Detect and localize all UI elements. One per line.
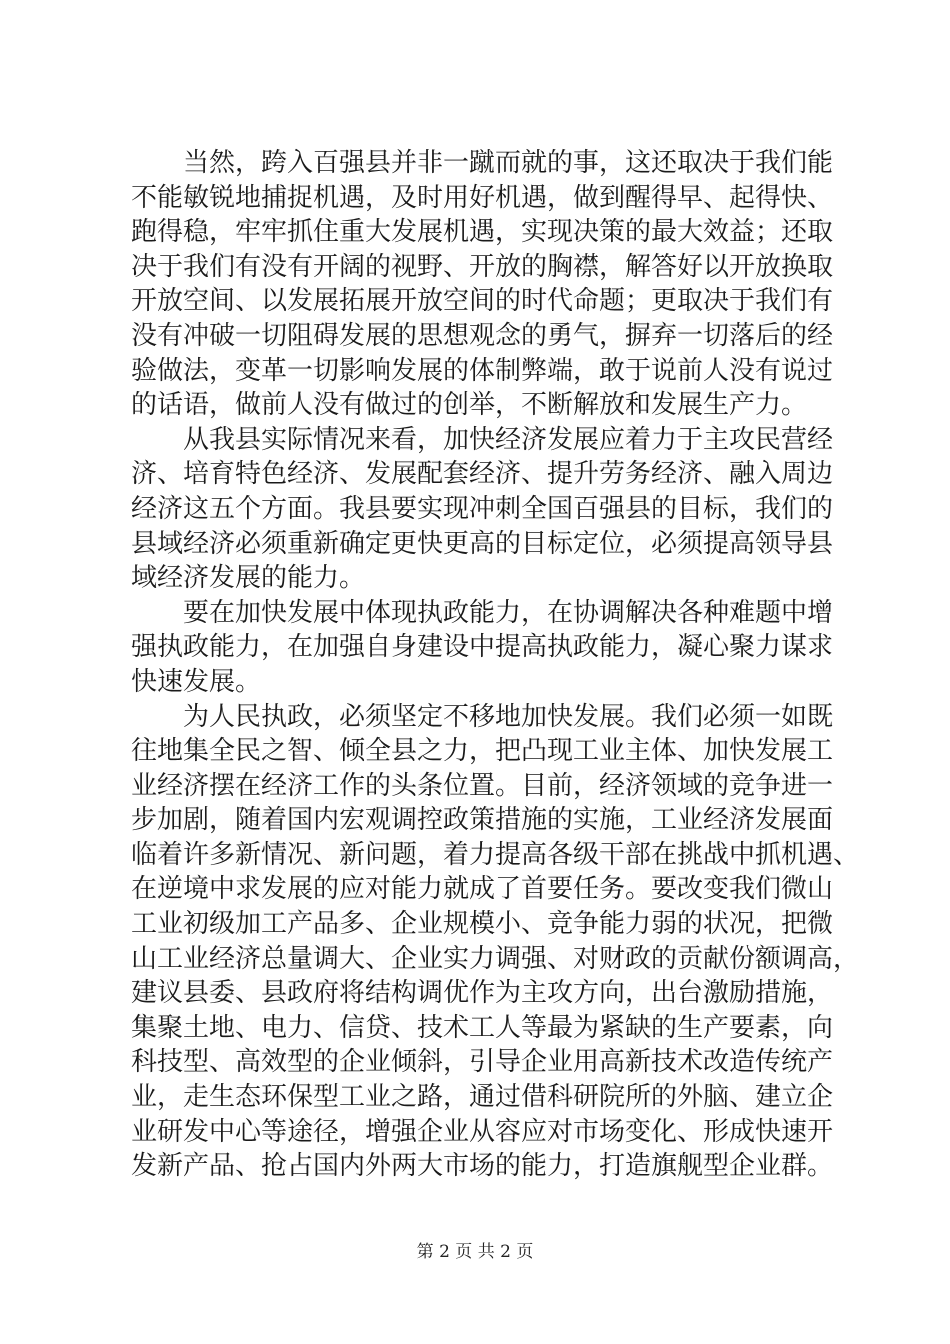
text-line: 经济这五个方面。我县要实现冲刺全国百强县的目标，我们的 <box>131 493 834 524</box>
text-line: 没有冲破一切阻碍发展的思想观念的勇气，摒弃一切落后的经 <box>131 320 834 351</box>
text-line: 的话语，做前人没有做过的创举，不断解放和发展生产力。 <box>131 390 808 421</box>
document-body <box>131 146 860 1184</box>
text-line: 为人民执政，必须坚定不移地加快发展。我们必须一如既 <box>183 701 834 732</box>
text-line: 跑得稳，牢牢抓住重大发展机遇，实现决策的最大效益；还取 <box>131 217 834 248</box>
text-line: 开放空间、以发展拓展开放空间的时代命题；更取决于我们有 <box>131 286 834 317</box>
text-line: 业研发中心等途径，增强企业从容应对市场变化、形成快速开 <box>131 1116 834 1147</box>
text-line: 决于我们有没有开阔的视野、开放的胸襟，解答好以开放换取 <box>131 251 834 282</box>
text-line: 从我县实际情况来看，加快经济发展应着力于主攻民营经 <box>183 424 834 455</box>
page-footer: 第 2 页 共 2 页 <box>416 1242 534 1262</box>
text-line: 验做法，变革一切影响发展的体制弊端，敢于说前人没有说过 <box>131 355 834 386</box>
text-line: 业经济摆在经济工作的头条位置。目前，经济领域的竞争进一 <box>131 770 834 801</box>
text-line: 县域经济必须重新确定更快更高的目标定位，必须提高领导县 <box>131 528 834 559</box>
text-line: 域经济发展的能力。 <box>131 563 366 594</box>
text-line: 不能敏锐地捕捉机遇，及时用好机遇，做到醒得早、起得快、 <box>131 182 834 213</box>
text-line: 业，走生态环保型工业之路，通过借科研院所的外脑、建立企 <box>131 1082 834 1113</box>
text-line: 发新产品、抢占国内外两大市场的能力，打造旗舰型企业群。 <box>131 1151 834 1182</box>
text-line: 在逆境中求发展的应对能力就成了首要任务。要改变我们微山 <box>131 874 834 905</box>
text-line: 当然，跨入百强县并非一蹴而就的事，这还取决于我们能 <box>183 148 834 178</box>
text-line: 临着许多新情况、新问题，着力提高各级干部在挑战中抓机遇、 <box>131 839 860 870</box>
text-line: 强执政能力，在加强自身建设中提高执政能力，凝心聚力谋求 <box>131 632 834 663</box>
text-line: 工业初级加工产品多、企业规模小、竞争能力弱的状况，把微 <box>131 909 834 940</box>
text-line: 山工业经济总量调大、企业实力调强、对财政的贡献份额调高， <box>131 943 860 974</box>
text-line: 建议县委、县政府将结构调优作为主攻方向，出台激励措施， <box>131 978 834 1009</box>
text-line: 集聚土地、电力、信贷、技术工人等最为紧缺的生产要素，向 <box>131 1012 834 1043</box>
text-line: 济、培育特色经济、发展配套经济、提升劳务经济、融入周边 <box>131 459 834 490</box>
text-line: 步加剧，随着国内宏观调控政策措施的实施，工业经济发展面 <box>131 805 834 836</box>
text-line: 科技型、高效型的企业倾斜，引导企业用高新技术改造传统产 <box>131 1047 834 1078</box>
text-line: 快速发展。 <box>131 666 262 697</box>
text-line: 往地集全民之智、倾全县之力，把凸现工业主体、加快发展工 <box>131 736 834 767</box>
text-line: 要在加快发展中体现执政能力，在协调解决各种难题中增 <box>183 597 834 628</box>
